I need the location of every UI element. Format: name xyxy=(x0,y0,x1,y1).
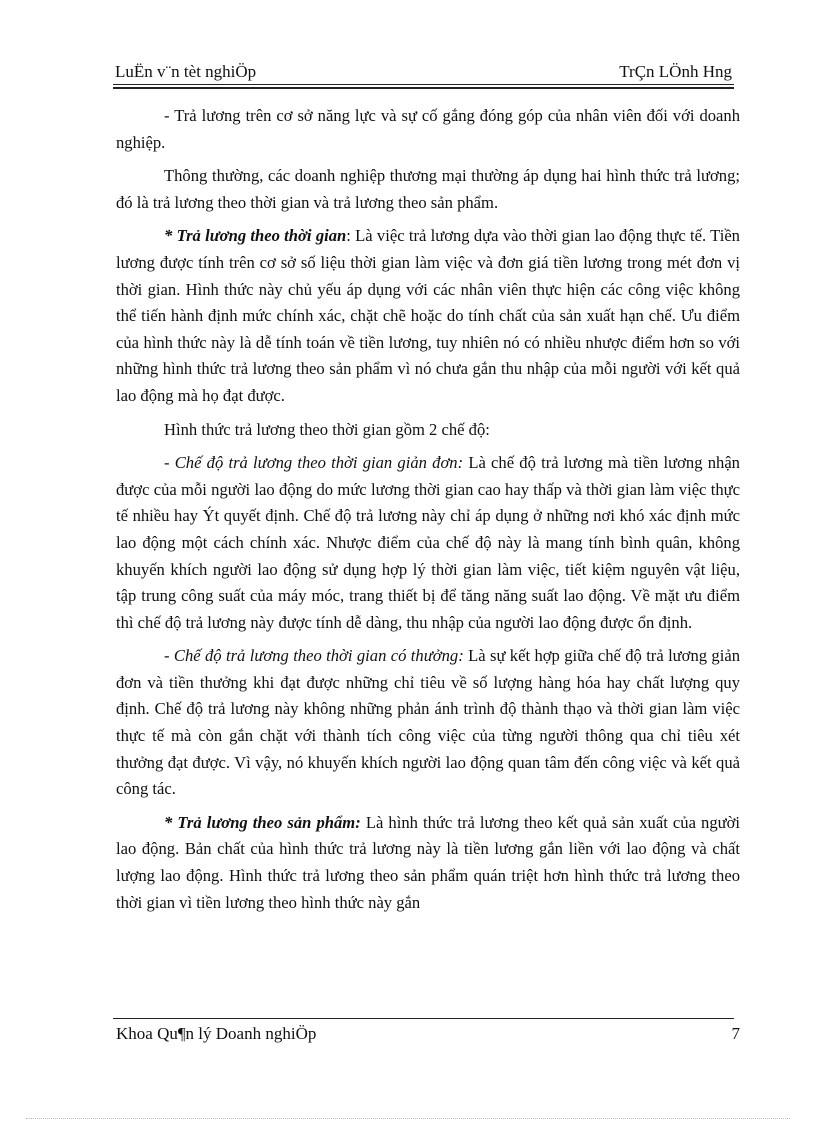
subheading-time-pay-with-bonus: Chế độ trả lương theo thời gian có thưởng: xyxy=(173,646,464,666)
page-number: 7 xyxy=(731,1024,740,1043)
paragraph-7: * Trả lương theo sản phẩm: Là hình thức trả lương theo kết quả sản xuất của người lao động. Bản chất của hình thức trả lương này là tiền lương gắn liền với lao động và chất lượng lao động. Hình thức trả lương theo sản phẩm quán triệt hơn hình thức trả lương theo thời gian vì tiền lương theo hình thức này gắn xyxy=(116,812,740,912)
footer-department: Khoa Qu¶n lý Doanh nghiÖp xyxy=(116,1024,317,1043)
paragraph-1: - Trả lương trên cơ sở năng lực và sự cố gắng đóng góp của nhân viên đối với doanh nghiệp. xyxy=(116,106,740,152)
header-rule-thick xyxy=(113,87,734,89)
header-author: TrÇn LÖnh Hng xyxy=(619,62,732,81)
header-rule xyxy=(113,84,734,85)
paragraph-5: - Chế độ trả lương theo thời gian giản đơn: Là chế độ trả lương mà tiền lương nhận được của mỗi người lao động do mức lương thời gian cao hay thấp và thời gian làm việc thực tế nhiều hay Ýt quyết định. Chế độ trả lương này chỉ áp dụng ở những nơi khó xác định mức lao động một cách chính xác. Nhược điểm của chế độ này là mang tính bình quân, không khuyến khích người lao động sử dụng hợp lý thời gian làm việc, tiết kiệm nguyên vật liệu, tập trung công suất của máy móc, trang thiết bị để tăng năng suất lao động. Về mặt ưu điểm thì chế độ trả lương này được tính dễ dàng, thu nhập của người lao động được ổn định. xyxy=(116,453,740,632)
body-text xyxy=(116,103,740,923)
paragraph-3: * Trả lương theo thời gian: Là việc trả lương dựa vào thời gian lao động thực tế. Tiền lương được tính trên cơ sở số liệu thời gian làm việc và đơn giá tiền lương trong mét đơn vị thời gian. Hình thức này chủ yếu áp dụng với các nhân viên thực hiện các công việc không thể tiến hành định mức chính xác, chặt chẽ hoặc do tính chất của sản xuất hạn chế. Ưu điểm của hình thức này là dễ tính toán về tiền lương, tuy nhiên nó có nhiều nhược điểm hơn so với những hình thức trả lương theo sản phẩm vì nó chưa gắn thu nhập của mỗi người với kết quả lao động mà họ đạt được. xyxy=(116,226,740,405)
paragraph-2: Thông thường, các doanh nghiệp thương mại thường áp dụng hai hình thức trả lương; đó là trả lương theo thời gian và trả lương theo sản phẩm. xyxy=(116,166,740,212)
footer-rule xyxy=(113,1018,734,1019)
heading-product-based-pay: * Trả lương theo sản phẩm: xyxy=(164,812,361,832)
page-header xyxy=(115,58,732,82)
paragraph-4: Hình thức trả lương theo thời gian gồm 2 chế độ: xyxy=(164,419,490,439)
heading-time-based-pay: * Trả lương theo thời gian xyxy=(164,226,347,246)
subheading-simple-time-pay: Chế độ trả lương theo thời gian giản đơn: xyxy=(174,453,464,473)
page-break-line xyxy=(26,1118,790,1119)
page-footer xyxy=(116,1024,740,1046)
paragraph-6: - Chế độ trả lương theo thời gian có thưởng: Là sự kết hợp giữa chế độ trả lương giản đơn và tiền thưởng khi đạt được những chỉ tiêu về số lượng hàng hóa hay chất lượng quy định. Chế độ trả lương này không những phản ánh trình độ thành thạo và thời gian làm việc thực tế mà còn gắn chặt với thành tích công việc của từng người thông qua chỉ tiêu xét thưởng đạt được. Vì vậy, nó khuyến khích người lao động quan tâm đến công việc và kết quả công tác. xyxy=(116,646,740,799)
header-left-title: LuËn v¨n tèt nghiÖp xyxy=(115,62,257,81)
